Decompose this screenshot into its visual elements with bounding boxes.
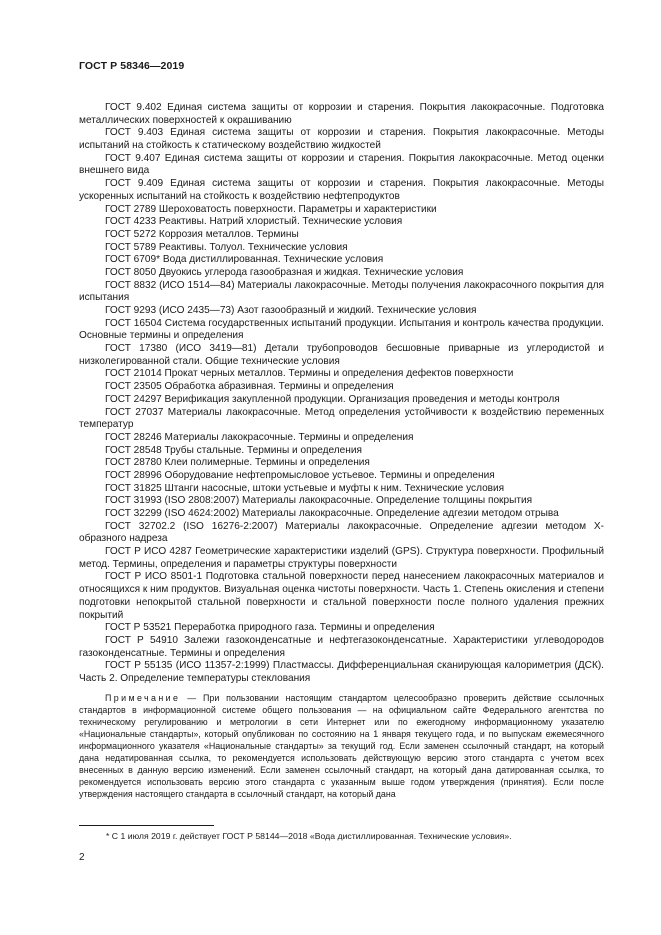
reference-item: ГОСТ 9.402 Единая система защиты от коррозии и старения. Покрытия лакокрасочные. Подготовка металлических поверхностей к окрашиванию — [79, 102, 604, 126]
footnote-divider — [79, 825, 214, 826]
reference-item: ГОСТ 28780 Клеи полимерные. Термины и определения — [105, 457, 370, 469]
reference-item: ГОСТ 17380 (ИСО 3419—81) Детали трубопроводов бесшовные приварные из углеродистой и низколегированной стали. Общие технические условия — [79, 343, 604, 367]
footnote: * С 1 июля 2019 г. действует ГОСТ Р 58144—2018 «Вода дистиллированная. Технические условия». — [106, 831, 512, 841]
reference-item: ГОСТ Р 55135 (ИСО 11357-2:1999) Пластмассы. Дифференциальная сканирующая калориметрия (ДСК). Часть 2. Определение температуры стеклования — [79, 660, 604, 684]
reference-item: ГОСТ 5272 Коррозия металлов. Термины — [105, 228, 299, 240]
reference-item: ГОСТ 6709* Вода дистиллированная. Технические условия — [105, 254, 384, 266]
reference-item: ГОСТ 27037 Материалы лакокрасочные. Метод определения устойчивости к воздействию переменных температур — [79, 406, 604, 431]
note-text: — При пользовании настоящим стандартом целесообразно проверить действие ссылочных стандартов в информационной системе общего пользования — на официальном сайте Федерального агентства по техническому регулированию и метрологии в сети Интернет или по ежегодному информационному указателю «Национальные стандарты», который опубликован по состоянию на 1 января текущего года, и по выпускам ежемесячного информационного указателя «Национальные стандарты» за текущий год. Если заменен ссылочный стандарт, на который дана недатированная ссылка, то рекомендуется использовать действующую версию этого стандарта с учетом всех внесенных в данную версию изменений. Если заменен ссылочный стандарт, на который дана датированная ссылка, то рекомендуется использовать версию этого стандарта с указанным выше годом утверждения (принятия). Если после утверждения настоящего стандарта в ссылочный стандарт, на который дана — [79, 692, 604, 799]
reference-item: ГОСТ Р ИСО 4287 Геометрические характеристики изделий (GPS). Структура поверхности. Профильный метод. Термины, определения и параметры структуры поверхности — [79, 546, 604, 570]
reference-item: ГОСТ Р 53521 Переработка природного газа. Термины и определения — [105, 622, 435, 634]
reference-item: ГОСТ 8050 Двуокись углерода газообразная и жидкая. Технические условия — [105, 266, 464, 278]
reference-item: ГОСТ 8832 (ИСО 1514—84) Материалы лакокрасочные. Методы получения лакокрасочного покрытия для испытания — [79, 279, 604, 304]
reference-item: ГОСТ 28246 Материалы лакокрасочные. Термины и определения — [105, 431, 414, 443]
reference-item: ГОСТ 24297 Верификация закупленной продукции. Организация проведения и методы контроля — [105, 393, 560, 405]
reference-item: ГОСТ 32299 (ISO 4624:2002) Материалы лакокрасочные. Определение адгезии методом отрыва — [105, 508, 559, 519]
reference-item: ГОСТ 9.407 Единая система защиты от коррозии и старения. Покрытия лакокрасочные. Метод оценки внешнего вида — [79, 152, 604, 177]
reference-item: ГОСТ 28548 Трубы стальные. Термины и определения — [105, 444, 362, 456]
document-header: ГОСТ Р 58346—2019 — [79, 60, 185, 72]
reference-item: ГОСТ 2789 Шероховатость поверхности. Параметры и характеристики — [105, 203, 437, 215]
reference-item: ГОСТ 31825 Штанги насосные, штоки устьевые и муфты к ним. Технические условия — [105, 482, 505, 494]
reference-item: ГОСТ 5789 Реактивы. Толуол. Технические условия — [105, 241, 348, 253]
references-list — [79, 102, 604, 809]
reference-item: ГОСТ 9.403 Единая система защиты от коррозии и старения. Покрытия лакокрасочные. Методы испытаний на стойкость к статическому воздействию жидкостей — [79, 127, 604, 152]
reference-item: ГОСТ 4233 Реактивы. Натрий хлористый. Технические условия — [105, 216, 403, 228]
reference-item: ГОСТ 31993 (ISO 2808:2007) Материалы лакокрасочные. Определение толщины покрытия — [105, 495, 533, 507]
reference-item: ГОСТ 32702.2 (ISO 16276-2:2007) Материалы лакокрасочные. Определение адгезии методом Х-образного надреза — [79, 520, 604, 545]
reference-item: ГОСТ 16504 Система государственных испытаний продукции. Испытания и контроль качества продукции. Основные термины и определения — [79, 317, 604, 342]
reference-item: ГОСТ 23505 Обработка абразивная. Термины и определения — [105, 381, 394, 393]
page-number: 2 — [79, 852, 85, 863]
note-paragraph — [79, 692, 604, 800]
reference-item: ГОСТ 9293 (ИСО 2435—73) Азот газообразный и жидкий. Технические условия — [105, 305, 477, 316]
reference-item: ГОСТ Р ИСО 8501-1 Подготовка стальной поверхности перед нанесением лакокрасочных материалов и относящихся к ним продуктов. Визуальная оценка чистоты поверхности. Часть 1. Степень окисления и степени подготовки непокрытой стальной поверхности и стальной поверхности после полного удаления прежних покрытий — [79, 571, 604, 621]
reference-item: ГОСТ 28996 Оборудование нефтепромысловое устьевое. Термины и определения — [105, 469, 495, 481]
reference-item: ГОСТ Р 54910 Залежи газоконденсатные и нефтегазоконденсатные. Характеристики углеводородов газоконденсатные. Термины и определения — [79, 634, 604, 659]
reference-item: ГОСТ 9.409 Единая система защиты от коррозии и старения. Покрытия лакокрасочные. Методы ускоренных испытаний на стойкость к воздействию нефтепродуктов — [79, 178, 604, 202]
note-label: Примечание — [105, 692, 181, 703]
reference-item: ГОСТ 21014 Прокат черных металлов. Термины и определения дефектов поверхности — [105, 368, 514, 380]
